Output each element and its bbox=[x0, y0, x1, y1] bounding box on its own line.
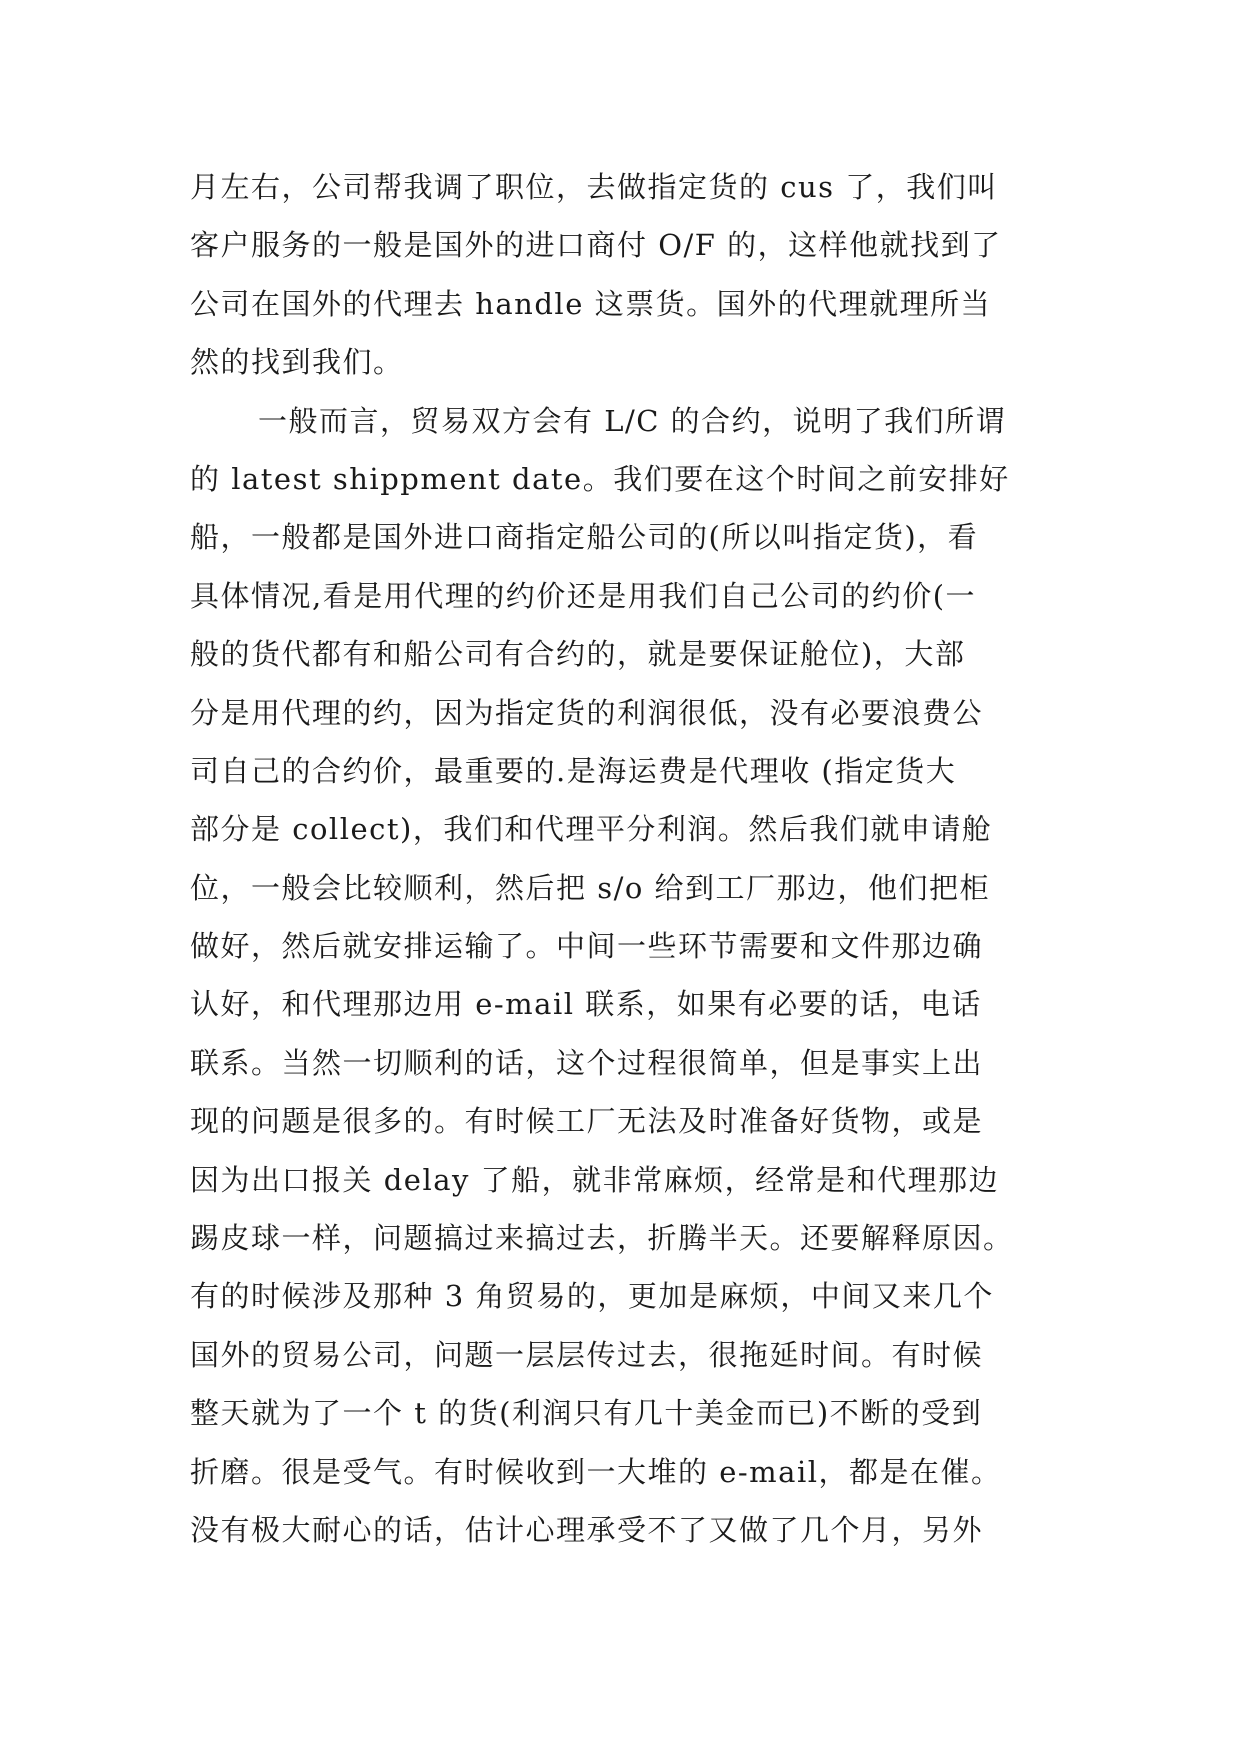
text-line: 的 latest shippment date。我们要在这个时间之前安排好 bbox=[190, 461, 1010, 496]
text-line: 因为出口报关 delay 了船，就非常麻烦，经常是和代理那边 bbox=[190, 1162, 1000, 1197]
text-line: 公司在国外的代理去 handle 这票货。国外的代理就理所当 bbox=[190, 286, 992, 321]
text-line: 做好，然后就安排运输了。中间一些环节需要和文件那边确 bbox=[190, 929, 984, 964]
text-line: 现的问题是很多的。有时候工厂无法及时准备好货物，或是 bbox=[190, 1104, 984, 1139]
text-line: 踢皮球一样，问题搞过来搞过去，折腾半天。还要解释原因。 bbox=[190, 1221, 1014, 1256]
text-line: 然的找到我们。 bbox=[190, 345, 404, 380]
text-line: 位，一般会比较顺利，然后把 s/o 给到工厂那边，他们把柜 bbox=[190, 870, 991, 905]
text-line: 国外的贸易公司，问题一层层传过去，很拖延时间。有时候 bbox=[190, 1337, 984, 1372]
text-line: 联系。当然一切顺利的话，这个过程很简单，但是事实上出 bbox=[190, 1045, 984, 1080]
text-line: 有的时候涉及那种 3 角贸易的，更加是麻烦，中间又来几个 bbox=[190, 1279, 994, 1314]
text-line: 认好，和代理那边用 e-mail 联系，如果有必要的话，电话 bbox=[190, 987, 982, 1022]
text-line: 般的货代都有和船公司有合约的，就是要保证舱位)，大部 bbox=[190, 637, 966, 672]
paragraph-start-line: 一般而言，贸易双方会有 L/C 的合约，说明了我们所谓 bbox=[258, 403, 1007, 438]
text-line: 整天就为了一个 t 的货(利润只有几十美金而已)不断的受到 bbox=[190, 1396, 983, 1431]
text-line: 分是用代理的约，因为指定货的利润很低，没有必要浪费公 bbox=[190, 695, 984, 730]
text-line: 月左右，公司帮我调了职位，去做指定货的 cus 了，我们叫 bbox=[190, 170, 998, 204]
text-line: 部分是 collect)，我们和代理平分利润。然后我们就申请舱 bbox=[190, 812, 993, 847]
text-line: 客户服务的一般是国外的进口商付 O/F 的，这样他就找到了 bbox=[190, 228, 1002, 263]
body-text bbox=[190, 158, 1070, 1559]
text-line: 折磨。很是受气。有时候收到一大堆的 e-mail，都是在催。 bbox=[190, 1454, 1002, 1489]
text-line: 没有极大耐心的话，估计心理承受不了又做了几个月，另外 bbox=[190, 1512, 984, 1547]
text-line: 具体情况,看是用代理的约价还是用我们自己公司的约价(一 bbox=[190, 578, 977, 613]
text-line: 船，一般都是国外进口商指定船公司的(所以叫指定货)，看 bbox=[190, 520, 979, 555]
text-line: 司自己的合约价，最重要的.是海运费是代理收 (指定货大 bbox=[190, 753, 957, 788]
